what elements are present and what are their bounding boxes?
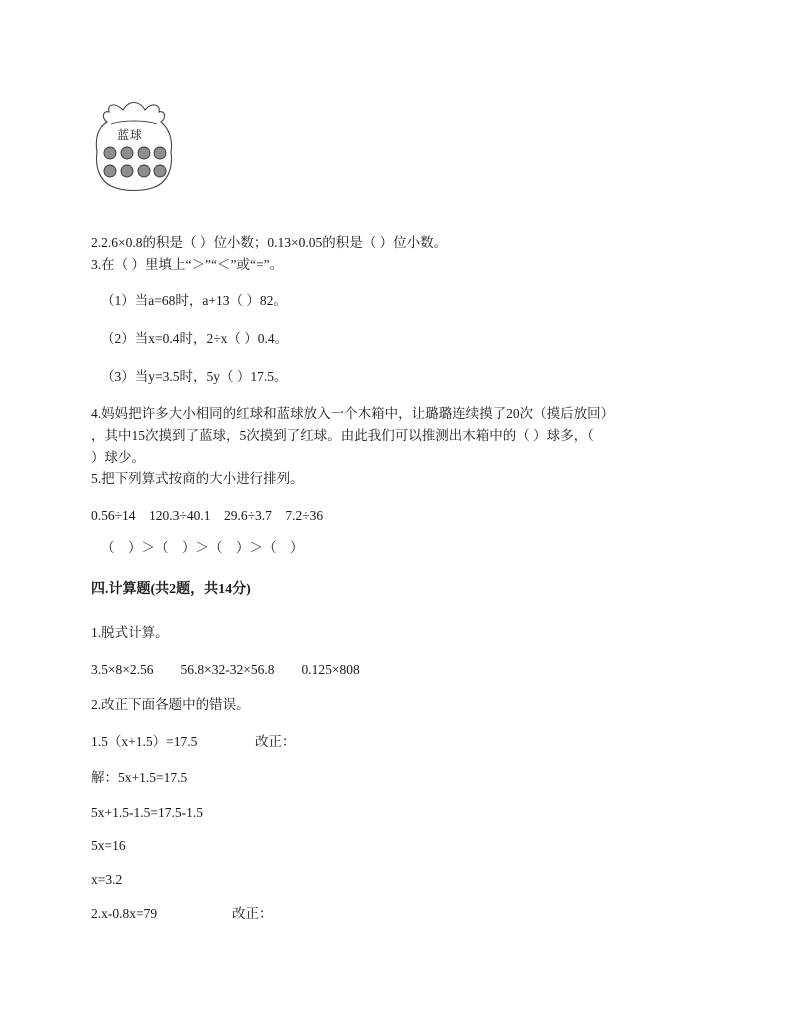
- question-2: 2.2.6×0.8的积是（ ）位小数；0.13×0.05的积是（ ）位小数。: [91, 235, 448, 250]
- question-3-item-1: （1）当a=68时，a+13（ ）82。: [101, 293, 287, 308]
- correction-a-step-2: 5x+1.5-1.5=17.5-1.5: [91, 805, 203, 820]
- ball-7: [138, 165, 150, 177]
- calc-1-expressions: 3.5×8×2.56 56.8×32-32×56.8 0.125×808: [91, 662, 360, 677]
- ball-6: [121, 165, 133, 177]
- ball-5: [104, 165, 116, 177]
- section-heading: 四.计算题(共2题，共14分): [91, 582, 251, 597]
- correction-a-step-3: 5x=16: [91, 838, 126, 853]
- calc-1-title: 1.脱式计算。: [91, 625, 169, 640]
- correction-a-problem: 1.5（x+1.5）=17.5: [91, 734, 198, 749]
- ball-2: [121, 147, 133, 159]
- question-4-line-3: ）球少。: [91, 450, 145, 465]
- ball-bag-illustration: [93, 96, 175, 194]
- ball-8: [154, 165, 166, 177]
- correction-a-step-4: x=3.2: [91, 872, 123, 887]
- question-3-item-2: （2）当x=0.4时，2÷x（ ）0.4。: [101, 331, 289, 346]
- correction-a-step-1: 解：5x+1.5=17.5: [91, 770, 188, 785]
- bag-neck: [111, 121, 157, 124]
- correction-b-label: 改正：: [232, 906, 273, 921]
- question-5-title: 5.把下列算式按商的大小进行排列。: [91, 471, 304, 486]
- correction-a-label: 改正：: [255, 734, 296, 749]
- question-5-expressions: 0.56÷14 120.3÷40.1 29.6÷3.7 7.2÷36: [91, 508, 324, 523]
- ball-3: [138, 147, 150, 159]
- ball-1: [104, 147, 116, 159]
- question-4-line-1: 4.妈妈把许多大小相同的红球和蓝球放入一个木箱中，让璐璐连续摸了20次（摸后放回）: [91, 406, 615, 421]
- bag-label: 蓝球: [117, 128, 144, 142]
- question-3-title: 3.在（ ）里填上“＞”“＜”或“=”。: [91, 257, 284, 272]
- question-3-item-3: （3）当y=3.5时，5y（ ）17.5。: [101, 369, 288, 384]
- ball-4: [154, 147, 166, 159]
- calc-2-title: 2.改正下面各题中的错误。: [91, 697, 250, 712]
- question-4-line-2: ，其中15次摸到了蓝球，5次摸到了红球。由此我们可以推测出木箱中的（ ）球多，（: [91, 428, 594, 443]
- correction-b-problem: 2.x-0.8x=79: [91, 906, 158, 921]
- question-5-order: （ ）＞（ ）＞（ ）＞（ ）: [101, 540, 304, 555]
